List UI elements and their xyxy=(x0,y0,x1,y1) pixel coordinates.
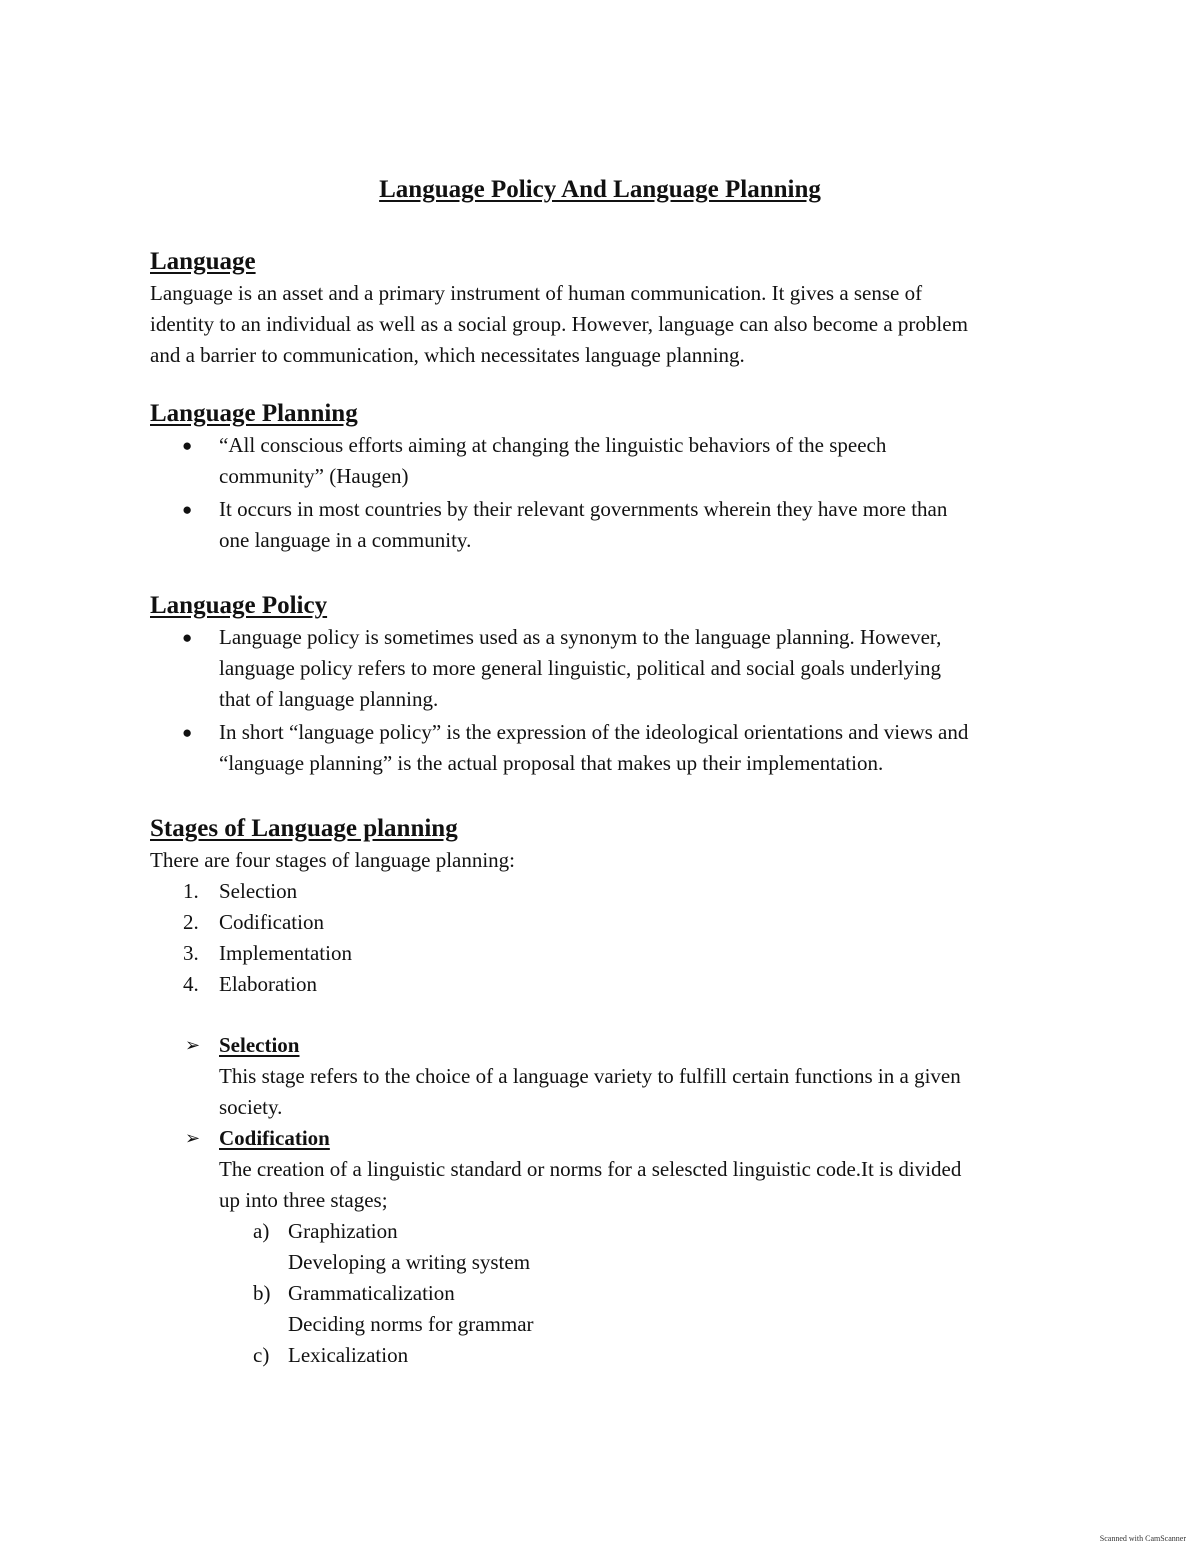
list-item-line: In short “language policy” is the expression of the ideological orientations and views and xyxy=(219,720,969,744)
list-item-line: “language planning” is the actual proposal that makes up their implementation. xyxy=(219,751,884,775)
list-letter: c) xyxy=(253,1343,270,1367)
list-item xyxy=(150,907,1070,938)
list-item-line: one language in a community. xyxy=(219,528,472,552)
detail-line: This stage refers to the choice of a language variety to fulfill certain functions in a given xyxy=(219,1064,961,1088)
list-item-line: It occurs in most countries by their relevant governments wherein they have more than xyxy=(219,497,948,521)
list-item-label: Elaboration xyxy=(219,972,317,996)
section-language xyxy=(150,246,1070,371)
paragraph-line: identity to an individual as well as a social group. However, language can also become a problem xyxy=(150,312,968,336)
list-item xyxy=(150,430,1070,492)
substage-description: Developing a writing system xyxy=(288,1250,531,1274)
list-letter: b) xyxy=(253,1281,271,1305)
list-item xyxy=(150,1216,1070,1278)
list-item xyxy=(150,969,1070,1000)
subheading-codification: Codification xyxy=(219,1126,330,1150)
section-language-planning xyxy=(150,398,1070,556)
bullet-icon: ● xyxy=(182,723,193,742)
codification-detail xyxy=(150,1123,1070,1216)
list-number: 1. xyxy=(183,879,199,903)
list-item xyxy=(150,717,1070,779)
heading-language-policy: Language Policy xyxy=(150,592,328,619)
list-item xyxy=(150,622,1070,715)
selection-detail xyxy=(150,1030,1070,1123)
list-item-line: community” (Haugen) xyxy=(219,464,409,488)
list-number: 3. xyxy=(183,941,199,965)
list-item-line: “All conscious efforts aiming at changing the linguistic behaviors of the speech xyxy=(219,433,887,457)
planning-bullet-list xyxy=(150,430,1070,556)
bullet-icon: ● xyxy=(182,436,193,455)
substage-label: Grammaticalization xyxy=(288,1281,455,1305)
list-number: 4. xyxy=(183,972,199,996)
list-item xyxy=(150,494,1070,556)
list-item-label: Codification xyxy=(219,910,324,934)
list-item-line: language policy refers to more general linguistic, political and social goals underlying xyxy=(219,656,941,680)
document-body xyxy=(150,246,1070,1371)
list-letter: a) xyxy=(253,1219,270,1243)
list-item-label: Implementation xyxy=(219,941,352,965)
list-item-line: Language policy is sometimes used as a synonym to the language planning. However, xyxy=(219,625,942,649)
list-item xyxy=(150,876,1070,907)
list-item-label: Selection xyxy=(219,879,298,903)
bullet-icon: ● xyxy=(182,500,193,519)
stages-intro: There are four stages of language planning: xyxy=(150,848,516,872)
list-item xyxy=(150,1340,1070,1371)
paragraph-line: and a barrier to communication, which necessitates language planning. xyxy=(150,343,745,367)
language-paragraph xyxy=(150,278,1070,371)
paragraph-line: Language is an asset and a primary instrument of human communication. It gives a sense of xyxy=(150,281,923,305)
substage-description: Deciding norms for grammar xyxy=(288,1312,534,1336)
list-item xyxy=(150,1278,1070,1340)
arrow-bullet-icon: ➢ xyxy=(185,1128,201,1148)
list-item xyxy=(150,938,1070,969)
heading-stages: Stages of Language planning xyxy=(150,815,458,842)
heading-language-planning: Language Planning xyxy=(150,400,358,427)
document-title: Language Policy And Language Planning xyxy=(379,176,821,203)
arrow-bullet-icon: ➢ xyxy=(185,1035,201,1055)
stages-numbered-list xyxy=(150,876,1070,1000)
list-number: 2. xyxy=(183,910,199,934)
list-item-line: that of language planning. xyxy=(219,687,439,711)
section-stages xyxy=(150,813,1070,1371)
section-language-policy xyxy=(150,590,1070,779)
subheading-selection: Selection xyxy=(219,1033,300,1057)
scanner-watermark: Scanned with CamScanner xyxy=(1099,1534,1186,1543)
detail-line: society. xyxy=(219,1095,283,1119)
detail-line: The creation of a linguistic standard or norms for a selescted linguistic code.It is divided xyxy=(219,1157,962,1181)
detail-line: up into three stages; xyxy=(219,1188,388,1212)
codification-substages-list xyxy=(150,1216,1070,1371)
substage-label: Lexicalization xyxy=(288,1343,409,1367)
substage-label: Graphization xyxy=(288,1219,398,1243)
policy-bullet-list xyxy=(150,622,1070,779)
bullet-icon: ● xyxy=(182,628,193,647)
heading-language: Language xyxy=(150,248,256,275)
